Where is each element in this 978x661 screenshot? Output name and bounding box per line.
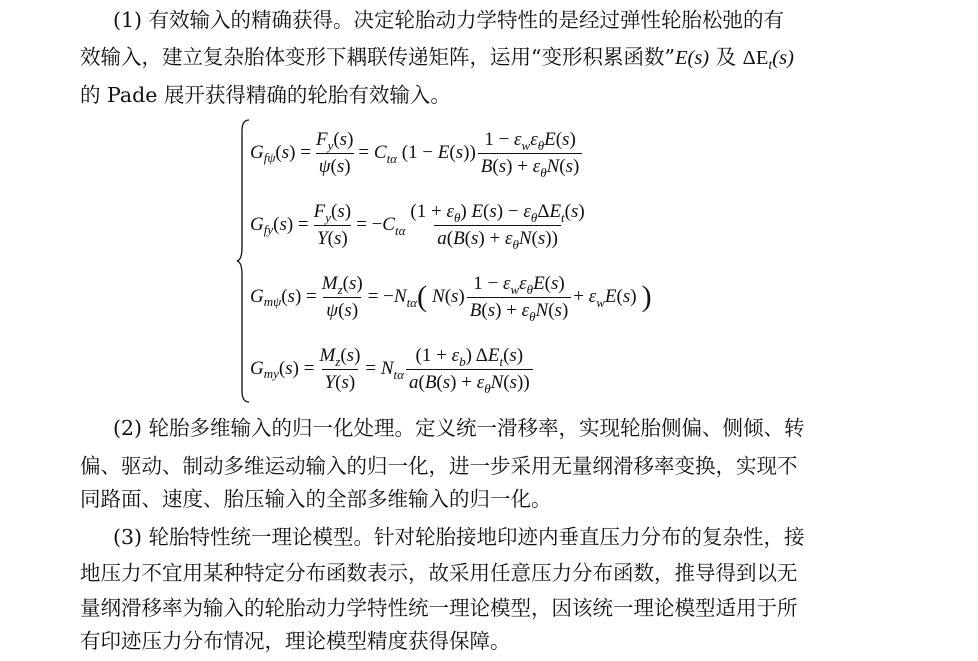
p3-line-2: 地压力不宜用某种特定分布函数表示，故采用任意压力分布函数，推导得到以无 [80, 561, 798, 585]
p1-symbol-E: E(s) [674, 47, 710, 69]
p3-line-1: (3) 轮胎特性统一理论模型。针对轮胎接地印迹内垂直压力分布的复杂性，接 [113, 525, 805, 549]
equation-2: G fy (s) = $\frac{F_y(s)}{Y(s)}$ = $-C_{t\alpha}$ $\frac{(1 + \varepsilon_\theta) E(s) - \varepsilon_\theta\Delta E_t(s)}{a(B(s) + \varepsilon_\theta N(s))}$ [250, 200, 585, 252]
equation-system-brace [236, 119, 250, 403]
p1-line-2-text-a: 效输入，建立复杂胎体变形下耦联传递矩阵，运用“变形积累函数” [80, 45, 675, 69]
p2-line-1: (2) 轮胎多维输入的归一化处理。定义统一滑移率，实现轮胎侧偏、侧倾、转 [113, 416, 805, 440]
p1-line-2-text-b: 及 [709, 45, 743, 69]
p3-line-3: 量纲滑移率为输入的轮胎动力学特性统一理论模型，因该统一理论模型适用于所 [80, 596, 798, 620]
p2-line-2: 偏、驱动、制动多维运动输入的归一化，进一步采用无量纲滑移率变换，实现不 [80, 454, 798, 478]
p1-symbol-delta-E-sub: t [768, 58, 773, 74]
p1-line-3: 的 Pade 展开获得精确的轮胎有效输入。 [80, 83, 451, 107]
p2-line-3: 同路面、速度、胎压输入的全部多维输入的归一化。 [80, 487, 552, 511]
p1-line-2 [80, 42, 930, 81]
equation-3: G mψ (s) = $\frac{M_z(s)}{\psi(s)}$ = $-N_{t\alpha}$ ( N ( s ) $\frac{1 - \varepsilon_w\varepsilon_\theta E(s)}{B(s) + \varepsilon_\theta N(s)}$ + $\varepsilon_wE(s)$ ) [250, 272, 652, 324]
equation-4: G my (s) = $\frac{M_z(s)}{Y(s)}$ = $N_{t\alpha}$ $\frac{(1 + \varepsilon_b) \Delta E_t(s)}{a(B(s) + \varepsilon_\theta N(s))}$ [250, 336, 810, 402]
p1-symbol-delta-E-arg: (s) [772, 47, 794, 69]
equation-1: G fψ (s) = $\frac{F_y(s)}{\psi(s)}$ = $C_{t\alpha}$ (1 − E(s)) $\frac{1 - \varepsilon_w\varepsilon_\theta E(s)}{B(s) + \varepsilon_\theta N(s)}$ [250, 120, 810, 186]
p3-line-4: 有印迹压力分布情况，理论模型精度获得保障。 [80, 629, 511, 653]
p1-symbol-delta-E: ΔE [742, 47, 769, 69]
p1-line-1: (1) 有效输入的精确获得。决定轮胎动力学特性的是经过弹性轮胎松弛的有 [113, 8, 785, 32]
